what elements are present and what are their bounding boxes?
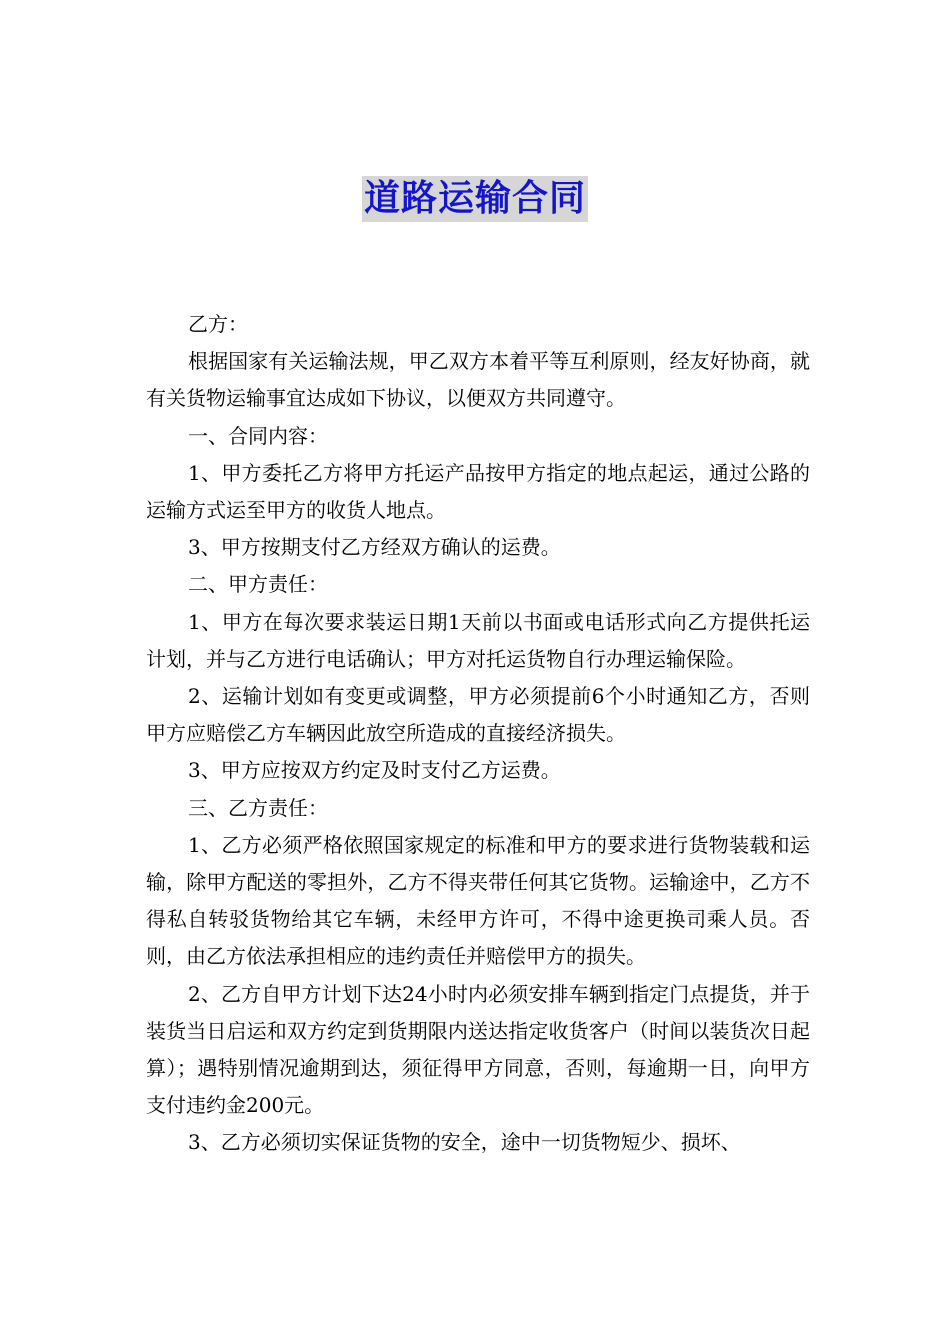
document-body [146, 306, 810, 1162]
party-a-duty-3: 3、甲方应按双方约定及时支付乙方运费。 [188, 758, 561, 783]
section-heading-contract-content: 一、合同内容： [188, 423, 328, 448]
party-b-duty-2: 2、乙方自甲方计划下达24小时内必须安排车辆到指定门点提货，并于装货当日启运和双方约定到货期限内送达指定收货客户（时间以装货次日起算）；遇特别情况逾期到达，须征得甲方同意，否则，每逾期一日，向甲方支付违约金200元。 [146, 981, 810, 1118]
contract-content-item-1: 1、甲方委托乙方将甲方托运产品按甲方指定的地点起运，通过公路的运输方式运至甲方的收货人地点。 [146, 460, 810, 523]
preamble-paragraph: 根据国家有关运输法规，甲乙双方本着平等互利原则，经友好协商，就有关货物运输事宜达成如下协议，以便双方共同遵守。 [146, 349, 810, 411]
title-block [0, 176, 950, 222]
party-b-duty-1: 1、乙方必须严格依照国家规定的标准和甲方的要求进行货物装载和运输，除甲方配送的零担外，乙方不得夹带任何其它货物。运输途中，乙方不得私自转驳货物给其它车辆，未经甲方许可，不得中途更换司乘人员。否则，由乙方依法承担相应的违约责任并赔偿甲方的损失。 [146, 832, 810, 969]
contract-content-item-3: 3、甲方按期支付乙方经双方确认的运费。 [188, 535, 561, 560]
party-b-duty-3: 3、乙方必须切实保证货物的安全，途中一切货物短少、损坏、 [188, 1130, 741, 1155]
party-b-line: 乙方： [188, 312, 248, 336]
section-heading-party-a-duties: 二、甲方责任： [188, 572, 328, 597]
party-a-duty-2: 2、运输计划如有变更或调整，甲方必须提前6个小时通知乙方，否则甲方应赔偿乙方车辆因此放空所造成的直接经济损失。 [146, 684, 810, 746]
document-title: 道路运输合同 [362, 176, 588, 222]
party-a-duty-1: 1、甲方在每次要求装运日期1天前以书面或电话形式向乙方提供托运计划，并与乙方进行电话确认；甲方对托运货物自行办理运输保险。 [146, 609, 810, 671]
section-heading-party-b-duties: 三、乙方责任： [188, 795, 328, 820]
